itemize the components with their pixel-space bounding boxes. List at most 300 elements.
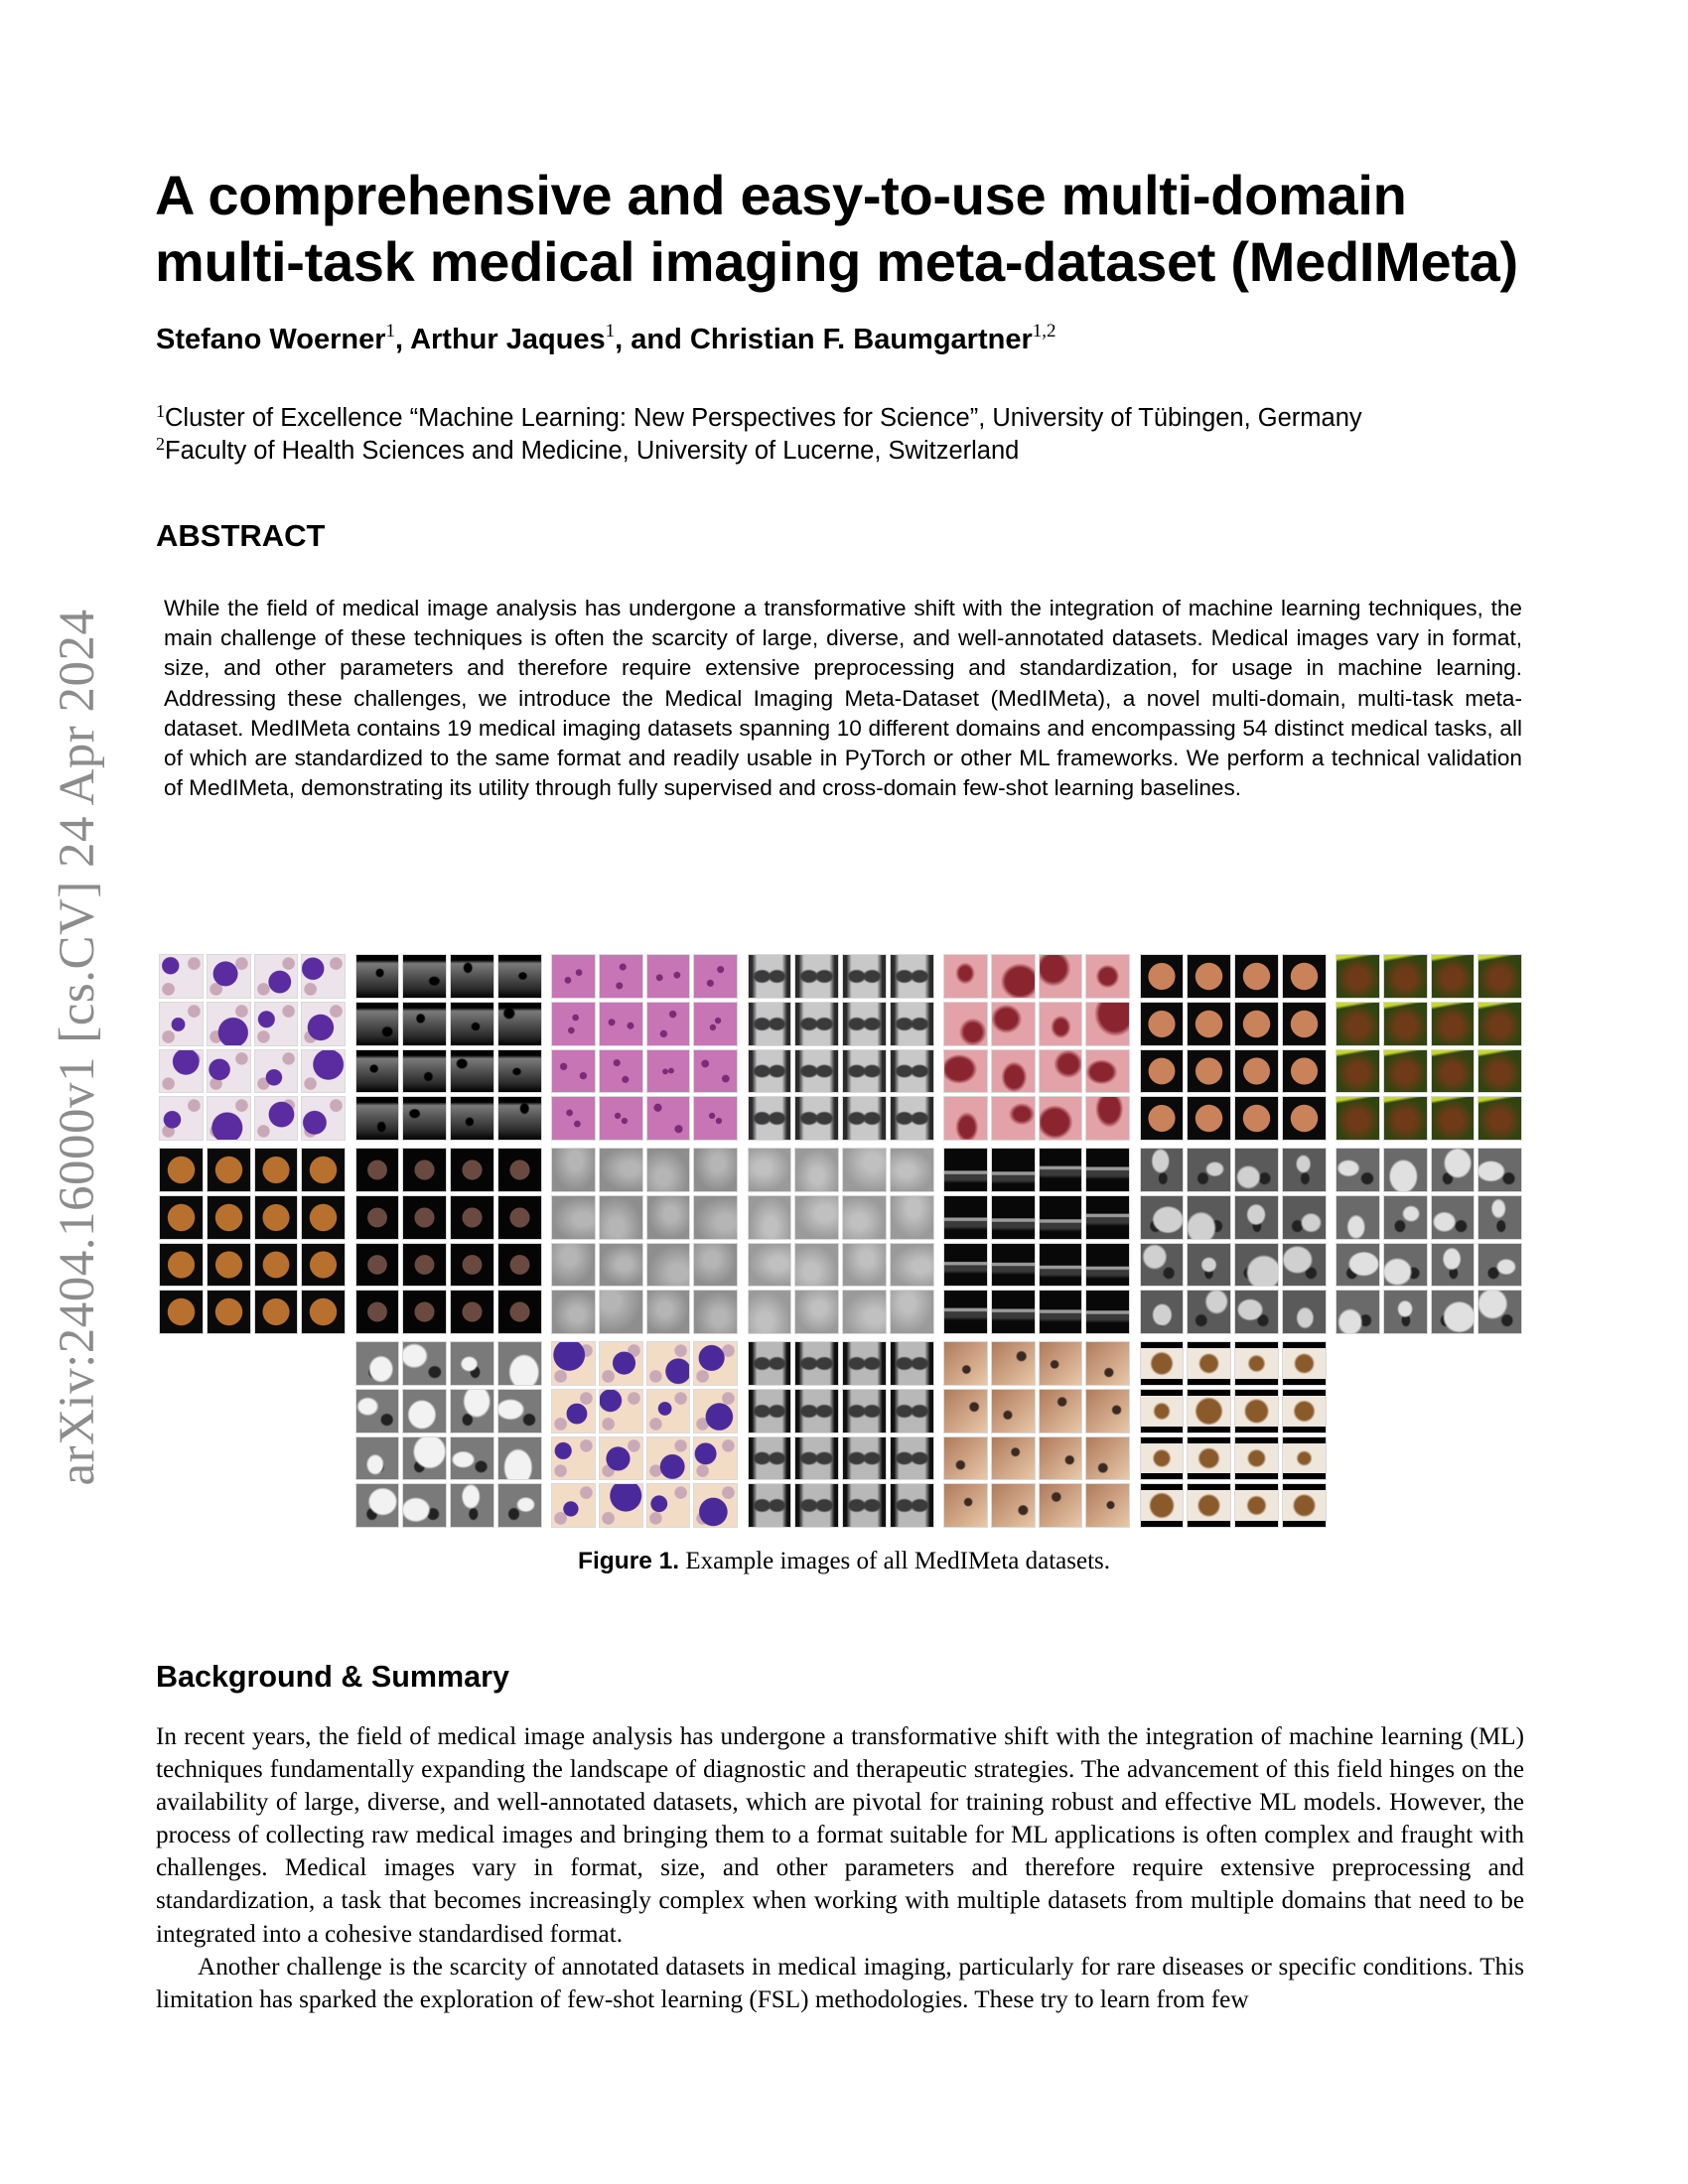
example-image-thumbnail [301, 1290, 346, 1334]
example-image-thumbnail [1140, 1436, 1185, 1481]
affiliations [156, 402, 1362, 468]
example-image-thumbnail [1039, 1483, 1083, 1528]
example-image-thumbnail [646, 1002, 691, 1046]
affiliation-1 [156, 402, 1362, 435]
example-image-thumbnail [551, 1002, 596, 1046]
example-image-thumbnail [1187, 1290, 1231, 1334]
author-name: Arthur Jaques [410, 324, 606, 355]
example-image-thumbnail [794, 1290, 839, 1334]
example-image-thumbnail [794, 1195, 839, 1240]
example-image-thumbnail [991, 1389, 1036, 1433]
example-image-thumbnail [402, 1096, 447, 1141]
example-image-thumbnail [1282, 1148, 1327, 1192]
example-image-thumbnail [1039, 1389, 1083, 1433]
paragraph: Another challenge is the scarcity of annotated datasets in medical imaging, particularly for rare diseases or specific conditions. This limitation has sparked the exploration of few-shot learning (FSL) methodologies. These try to learn from few [156, 1953, 1524, 2013]
example-image-thumbnail [1140, 1002, 1185, 1046]
example-image-thumbnail [1085, 1389, 1130, 1433]
example-image-thumbnail [599, 1341, 643, 1386]
example-image-thumbnail [890, 954, 934, 999]
example-image-thumbnail [890, 1002, 934, 1046]
example-image-thumbnail [693, 1148, 738, 1192]
example-image-thumbnail [402, 1436, 447, 1481]
author-name: Christian F. Baumgartner [689, 324, 1033, 355]
example-image-thumbnail [1477, 1243, 1522, 1288]
example-image-thumbnail [1234, 1148, 1279, 1192]
example-image-thumbnail [1282, 1195, 1327, 1240]
example-image-thumbnail [497, 1049, 542, 1094]
dataset-example-tile-ultrasound [355, 954, 542, 1141]
example-image-thumbnail [254, 1148, 299, 1192]
affiliation-text: Cluster of Excellence “Machine Learning: New Perspectives for Science”, University of Tübingen, Germany [165, 404, 1362, 432]
example-image-thumbnail [693, 1049, 738, 1094]
example-image-thumbnail [599, 1096, 643, 1141]
example-image-thumbnail [1140, 954, 1185, 999]
example-image-thumbnail [551, 1341, 596, 1386]
example-image-thumbnail [599, 1002, 643, 1046]
abstract-text: While the field of medical image analysis has undergone a transformative shift with the integration of machine learning techniques, the main challenge of these techniques is often the scarcity of large, diverse, and well-annotated datasets. Medical images vary in format, size, and other parameters and therefore require extensive preprocessing and standardization, for usage in machine learning. Addressing these challenges, we introduce the Medical Imaging Meta-Dataset (MedIMeta), a novel multi-domain, multi-task meta-dataset. MedIMeta contains 19 medical imaging datasets spanning 10 different domains and encompassing 54 distinct medical tasks, all of which are standardized to the same format and readily usable in PyTorch or other ML frameworks. We perform a technical validation of MedIMeta, demonstrating its utility through fully supervised and cross-domain few-shot learning baselines. [164, 596, 1522, 801]
example-image-thumbnail [991, 1195, 1036, 1240]
example-image-thumbnail [1187, 1148, 1231, 1192]
example-image-thumbnail [254, 1096, 299, 1141]
example-image-thumbnail [1431, 1195, 1476, 1240]
affiliation-mark: 2 [156, 434, 165, 454]
example-image-thumbnail [842, 1290, 887, 1334]
example-image-thumbnail [402, 1243, 447, 1288]
example-image-thumbnail [301, 1002, 346, 1046]
example-image-thumbnail [748, 1096, 792, 1141]
example-image-thumbnail [355, 1049, 400, 1094]
example-image-thumbnail [450, 1002, 494, 1046]
example-image-thumbnail [794, 1341, 839, 1386]
example-image-thumbnail [1039, 1002, 1083, 1046]
example-image-thumbnail [890, 1483, 934, 1528]
example-image-thumbnail [159, 1148, 204, 1192]
example-image-thumbnail [1282, 1049, 1327, 1094]
example-image-thumbnail [991, 1436, 1036, 1481]
paper-title [155, 162, 1565, 295]
example-image-thumbnail [355, 1436, 400, 1481]
example-image-thumbnail [1431, 1243, 1476, 1288]
example-image-thumbnail [794, 1002, 839, 1046]
example-image-thumbnail [842, 1049, 887, 1094]
example-image-thumbnail [890, 1436, 934, 1481]
example-image-thumbnail [355, 1290, 400, 1334]
example-image-thumbnail [402, 1389, 447, 1433]
author-affiliation-mark: 1,2 [1032, 321, 1056, 341]
example-image-thumbnail [1282, 1389, 1327, 1433]
example-image-thumbnail [599, 1436, 643, 1481]
example-image-thumbnail [1187, 954, 1231, 999]
author-affiliation-mark: 1 [605, 321, 616, 341]
example-image-thumbnail [1085, 1290, 1130, 1334]
example-image-thumbnail [890, 1195, 934, 1240]
example-image-thumbnail [355, 1002, 400, 1046]
example-image-thumbnail [1187, 1389, 1231, 1433]
example-image-thumbnail [1085, 1341, 1130, 1386]
example-image-thumbnail [450, 1483, 494, 1528]
dataset-example-tile-fundus-small [355, 1148, 542, 1334]
example-image-thumbnail [599, 1389, 643, 1433]
example-image-thumbnail [1282, 1243, 1327, 1288]
example-image-thumbnail [646, 1483, 691, 1528]
dataset-example-tile-mammography [551, 1148, 738, 1334]
example-image-thumbnail [450, 1436, 494, 1481]
example-image-thumbnail [1187, 1243, 1231, 1288]
example-image-thumbnail [890, 1389, 934, 1433]
affiliation-2 [156, 435, 1362, 468]
example-image-thumbnail [1085, 954, 1130, 999]
example-image-thumbnail [1431, 1148, 1476, 1192]
example-image-thumbnail [693, 1389, 738, 1433]
figure-caption [0, 1548, 1688, 1575]
example-image-thumbnail [497, 954, 542, 999]
example-image-thumbnail [943, 1096, 988, 1141]
example-image-thumbnail [890, 1243, 934, 1288]
example-image-thumbnail [1383, 954, 1428, 999]
example-image-thumbnail [159, 1002, 204, 1046]
example-image-thumbnail [254, 954, 299, 999]
section-body [156, 1720, 1524, 2016]
example-image-thumbnail [842, 1243, 887, 1288]
dataset-example-tile-mammography [748, 1148, 934, 1334]
example-image-thumbnail [1234, 1436, 1279, 1481]
example-image-thumbnail [646, 1096, 691, 1141]
dataset-example-tile-skin-photo [943, 1341, 1130, 1528]
example-image-thumbnail [497, 1290, 542, 1334]
example-image-thumbnail [1039, 954, 1083, 999]
example-image-thumbnail [207, 1002, 251, 1046]
example-image-thumbnail [748, 1049, 792, 1094]
example-image-thumbnail [943, 1290, 988, 1334]
example-image-thumbnail [748, 954, 792, 999]
example-image-thumbnail [1085, 1002, 1130, 1046]
example-image-thumbnail [254, 1243, 299, 1288]
example-image-thumbnail [1477, 1096, 1522, 1141]
example-image-thumbnail [301, 1148, 346, 1192]
example-image-thumbnail [355, 1195, 400, 1240]
example-image-thumbnail [842, 1195, 887, 1240]
example-image-thumbnail [943, 1148, 988, 1192]
example-image-thumbnail [355, 1341, 400, 1386]
example-image-thumbnail [1234, 1195, 1279, 1240]
dataset-example-tile-ct [1336, 1148, 1522, 1334]
dataset-example-tile-fundus [1140, 954, 1327, 1141]
example-image-thumbnail [794, 1049, 839, 1094]
example-image-thumbnail [159, 1290, 204, 1334]
example-image-thumbnail [1085, 1436, 1130, 1481]
example-image-thumbnail [1234, 1389, 1279, 1433]
example-image-thumbnail [1282, 1096, 1327, 1141]
example-image-thumbnail [1282, 1341, 1327, 1386]
example-image-thumbnail [551, 1290, 596, 1334]
author-list [156, 321, 1056, 356]
example-image-thumbnail [1477, 1002, 1522, 1046]
example-image-thumbnail [1140, 1096, 1185, 1141]
example-image-thumbnail [890, 1148, 934, 1192]
example-image-thumbnail [599, 1483, 643, 1528]
example-image-thumbnail [497, 1341, 542, 1386]
example-image-thumbnail [991, 1341, 1036, 1386]
example-image-thumbnail [943, 954, 988, 999]
example-image-thumbnail [450, 1096, 494, 1141]
example-image-thumbnail [355, 1148, 400, 1192]
example-image-thumbnail [1234, 1049, 1279, 1094]
example-image-thumbnail [207, 1096, 251, 1141]
example-image-thumbnail [890, 1049, 934, 1094]
example-image-thumbnail [842, 1096, 887, 1141]
example-image-thumbnail [991, 954, 1036, 999]
example-image-thumbnail [1039, 1341, 1083, 1386]
example-image-thumbnail [207, 954, 251, 999]
example-image-thumbnail [1140, 1049, 1185, 1094]
example-image-thumbnail [207, 1243, 251, 1288]
example-image-thumbnail [1187, 1483, 1231, 1528]
example-image-thumbnail [402, 1195, 447, 1240]
example-image-thumbnail [748, 1148, 792, 1192]
example-image-thumbnail [943, 1002, 988, 1046]
example-image-thumbnail [1431, 1002, 1476, 1046]
example-image-thumbnail [402, 1290, 447, 1334]
example-image-thumbnail [402, 1341, 447, 1386]
example-image-thumbnail [842, 1483, 887, 1528]
example-image-thumbnail [1140, 1389, 1185, 1433]
example-image-thumbnail [301, 1049, 346, 1094]
example-image-thumbnail [254, 1195, 299, 1240]
example-image-thumbnail [794, 1148, 839, 1192]
example-image-thumbnail [1039, 1290, 1083, 1334]
example-image-thumbnail [748, 1243, 792, 1288]
example-image-thumbnail [1140, 1243, 1185, 1288]
example-image-thumbnail [1477, 1148, 1522, 1192]
example-image-thumbnail [551, 1243, 596, 1288]
dataset-example-tile-histology [551, 954, 738, 1141]
example-image-thumbnail [794, 1436, 839, 1481]
figure-caption-text: Example images of all MedIMeta datasets. [679, 1548, 1110, 1574]
example-image-thumbnail [991, 1290, 1036, 1334]
example-image-thumbnail [842, 1341, 887, 1386]
example-image-thumbnail [1234, 1290, 1279, 1334]
example-image-thumbnail [842, 954, 887, 999]
example-image-thumbnail [599, 1195, 643, 1240]
example-image-thumbnail [693, 1243, 738, 1288]
example-image-thumbnail [1383, 1096, 1428, 1141]
example-image-thumbnail [599, 954, 643, 999]
dataset-example-tile-dermoscopy [943, 954, 1130, 1141]
example-image-thumbnail [1336, 1096, 1380, 1141]
example-image-thumbnail [1140, 1195, 1185, 1240]
example-image-thumbnail [646, 1389, 691, 1433]
example-image-thumbnail [646, 1049, 691, 1094]
example-image-thumbnail [355, 1483, 400, 1528]
example-image-thumbnail [1039, 1436, 1083, 1481]
example-image-thumbnail [748, 1389, 792, 1433]
example-image-thumbnail [943, 1049, 988, 1094]
example-image-thumbnail [794, 1389, 839, 1433]
example-image-thumbnail [1282, 1290, 1327, 1334]
example-image-thumbnail [1234, 1341, 1279, 1386]
dataset-example-tile-fundus [159, 1148, 346, 1334]
example-image-thumbnail [693, 1002, 738, 1046]
example-image-thumbnail [890, 1096, 934, 1141]
example-image-thumbnail [693, 1341, 738, 1386]
example-image-thumbnail [301, 954, 346, 999]
example-image-thumbnail [402, 1049, 447, 1094]
example-image-thumbnail [1234, 1096, 1279, 1141]
example-image-thumbnail [693, 1195, 738, 1240]
example-image-thumbnail [1234, 1243, 1279, 1288]
example-image-thumbnail [842, 1002, 887, 1046]
example-image-thumbnail [402, 1148, 447, 1192]
example-image-thumbnail [1383, 1243, 1428, 1288]
example-image-thumbnail [207, 1195, 251, 1240]
example-image-thumbnail [1085, 1243, 1130, 1288]
example-image-thumbnail [497, 1389, 542, 1433]
example-image-thumbnail [748, 1002, 792, 1046]
affiliation-mark: 1 [156, 401, 165, 421]
example-image-thumbnail [1383, 1049, 1428, 1094]
example-image-thumbnail [1234, 1002, 1279, 1046]
figure-label: Figure 1. [578, 1548, 680, 1574]
example-image-thumbnail [497, 1002, 542, 1046]
example-image-thumbnail [1477, 1195, 1522, 1240]
example-image-thumbnail [1140, 1341, 1185, 1386]
example-image-thumbnail [890, 1341, 934, 1386]
example-image-thumbnail [842, 1436, 887, 1481]
example-image-thumbnail [551, 1483, 596, 1528]
example-image-thumbnail [943, 1243, 988, 1288]
example-image-thumbnail [1282, 1002, 1327, 1046]
dataset-example-tile-chest-xray [748, 954, 934, 1141]
example-image-thumbnail [450, 1148, 494, 1192]
example-image-thumbnail [450, 1243, 494, 1288]
example-image-thumbnail [254, 1002, 299, 1046]
example-image-thumbnail [497, 1096, 542, 1141]
example-image-thumbnail [450, 1290, 494, 1334]
example-image-thumbnail [450, 1049, 494, 1094]
example-image-thumbnail [1477, 954, 1522, 999]
example-image-thumbnail [646, 1290, 691, 1334]
example-image-thumbnail [943, 1341, 988, 1386]
example-image-thumbnail [943, 1483, 988, 1528]
example-image-thumbnail [693, 1436, 738, 1481]
example-image-thumbnail [842, 1389, 887, 1433]
example-image-thumbnail [1282, 1483, 1327, 1528]
example-image-thumbnail [355, 1096, 400, 1141]
example-image-thumbnail [1187, 1002, 1231, 1046]
example-image-thumbnail [497, 1148, 542, 1192]
example-image-thumbnail [748, 1483, 792, 1528]
example-image-thumbnail [450, 1341, 494, 1386]
example-image-thumbnail [355, 1389, 400, 1433]
example-image-thumbnail [991, 1243, 1036, 1288]
example-image-thumbnail [1140, 1483, 1185, 1528]
example-image-thumbnail [693, 1290, 738, 1334]
example-image-thumbnail [748, 1436, 792, 1481]
example-image-thumbnail [599, 1290, 643, 1334]
example-image-thumbnail [1383, 1195, 1428, 1240]
example-image-thumbnail [1282, 1436, 1327, 1481]
example-image-thumbnail [497, 1436, 542, 1481]
author-separator: , [395, 324, 411, 355]
example-image-thumbnail [599, 1049, 643, 1094]
example-image-thumbnail [159, 1096, 204, 1141]
example-image-thumbnail [1431, 1096, 1476, 1141]
example-image-thumbnail [1039, 1049, 1083, 1094]
example-image-thumbnail [1336, 1002, 1380, 1046]
author-separator: , and [615, 324, 690, 355]
example-image-thumbnail [991, 1002, 1036, 1046]
example-image-thumbnail [646, 1341, 691, 1386]
example-image-thumbnail [748, 1341, 792, 1386]
example-image-thumbnail [207, 1290, 251, 1334]
example-image-thumbnail [159, 1243, 204, 1288]
example-image-thumbnail [355, 954, 400, 999]
example-image-thumbnail [1282, 954, 1327, 999]
example-image-thumbnail [551, 1436, 596, 1481]
affiliation-text: Faculty of Health Sciences and Medicine, University of Lucerne, Switzerland [165, 437, 1020, 465]
dataset-example-tile-oct [943, 1148, 1130, 1334]
example-image-thumbnail [402, 1483, 447, 1528]
example-image-thumbnail [1039, 1148, 1083, 1192]
example-image-thumbnail [301, 1243, 346, 1288]
example-image-thumbnail [1085, 1148, 1130, 1192]
example-image-thumbnail [991, 1049, 1036, 1094]
example-image-thumbnail [1431, 954, 1476, 999]
example-image-thumbnail [301, 1096, 346, 1141]
example-image-thumbnail [207, 1049, 251, 1094]
example-image-thumbnail [794, 1243, 839, 1288]
example-image-thumbnail [551, 1096, 596, 1141]
example-image-thumbnail [159, 1195, 204, 1240]
example-image-thumbnail [450, 954, 494, 999]
example-image-thumbnail [794, 1483, 839, 1528]
example-image-thumbnail [1187, 1096, 1231, 1141]
example-image-thumbnail [890, 1290, 934, 1334]
example-image-thumbnail [254, 1290, 299, 1334]
example-image-thumbnail [943, 1195, 988, 1240]
example-image-thumbnail [551, 1148, 596, 1192]
dataset-example-tile-wide-fundus [1336, 954, 1522, 1141]
example-image-thumbnail [1383, 1148, 1428, 1192]
example-image-thumbnail [497, 1195, 542, 1240]
example-image-thumbnail [207, 1148, 251, 1192]
example-image-thumbnail [254, 1049, 299, 1094]
example-image-thumbnail [551, 1049, 596, 1094]
dataset-example-tile-dermoscopy-boxed [1140, 1341, 1327, 1528]
example-image-thumbnail [551, 954, 596, 999]
example-image-thumbnail [402, 1002, 447, 1046]
example-image-thumbnail [159, 1049, 204, 1094]
example-image-thumbnail [1336, 1290, 1380, 1334]
dataset-example-tile-chest-xray [748, 1341, 934, 1528]
author-name: Stefano Woerner [156, 324, 386, 355]
example-image-thumbnail [1187, 1436, 1231, 1481]
example-image-thumbnail [1140, 1148, 1185, 1192]
arxiv-identifier-stamp: arXiv:2404.16000v1 [cs.CV] 24 Apr 2024 [50, 609, 105, 1486]
example-image-thumbnail [497, 1483, 542, 1528]
example-image-thumbnail [991, 1483, 1036, 1528]
example-image-thumbnail [646, 1243, 691, 1288]
title-line-2: multi-task medical imaging meta-dataset (MedIMeta) [155, 230, 1518, 293]
example-image-thumbnail [497, 1243, 542, 1288]
example-image-thumbnail [693, 1096, 738, 1141]
example-image-thumbnail [450, 1195, 494, 1240]
example-image-thumbnail [1085, 1096, 1130, 1141]
example-image-thumbnail [646, 1195, 691, 1240]
example-image-thumbnail [794, 1096, 839, 1141]
example-image-thumbnail [1336, 1148, 1380, 1192]
example-image-thumbnail [551, 1195, 596, 1240]
